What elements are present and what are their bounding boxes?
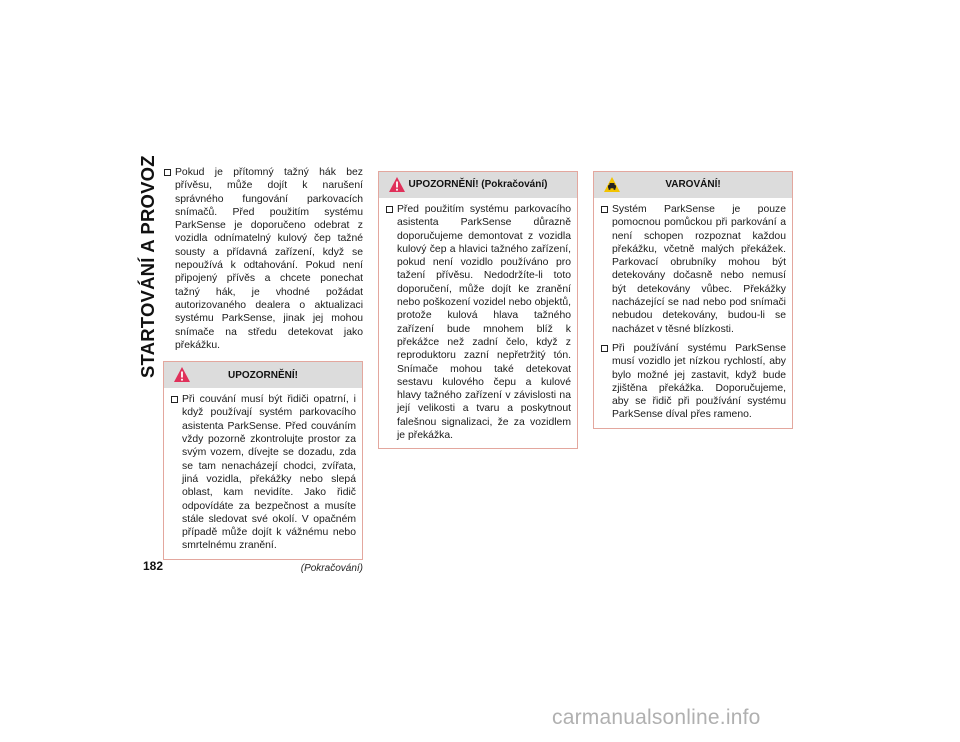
warning-title: UPOZORNĚNÍ! bbox=[228, 369, 298, 381]
list-item-text: Systém ParkSense je pouze pomocnou pomůckou při parkování a není schopen rozpoznat každou překážku, včetně malých překážek. Parkovací obrubníky mohou být detekovány dočasně nebo nemusí být detekovány vůbec. Překážky nacházející se nad nebo pod snímači nebudou detekovány, budou-li se nacházet v těsné blízkosti. bbox=[612, 204, 786, 335]
section-title-text: STARTOVÁNÍ A PROVOZ bbox=[137, 155, 158, 378]
warning-header bbox=[164, 362, 362, 388]
caution-title: VAROVÁNÍ! bbox=[665, 179, 721, 191]
warning-triangle-icon bbox=[173, 366, 191, 383]
column-2 bbox=[378, 171, 578, 449]
list-item-text: Pokud je přítomný tažný hák bez přívěsu, může dojít k narušení správného fungování parkovacích snímačů. Před použitím systému ParkSense je doporučeno odebrat z vozidla odnímatelný kulový čep tažné sousty a přídavná zařízení, když se nepoužívá k odtahování. Pokud není připojený přívěs a chcete ponechat tažný hák, je vhodné požádat autorizovaného dealera o aktualizaci systému ParkSense, jinak jej mohou snímače na středu detekovat jako překážku. bbox=[175, 167, 363, 351]
caution-header bbox=[594, 172, 792, 198]
warning-title: UPOZORNĚNÍ! (Pokračování) bbox=[408, 179, 548, 191]
warning-triangle-icon bbox=[388, 176, 406, 193]
watermark: carmanualsonline.info bbox=[552, 706, 761, 729]
page-number: 182 bbox=[143, 559, 164, 573]
caution-panel bbox=[593, 171, 793, 429]
continued-label: (Pokračování) bbox=[300, 562, 363, 574]
checkbox-bullet-icon bbox=[171, 396, 178, 403]
caution-body bbox=[594, 198, 792, 428]
list-item bbox=[385, 203, 571, 442]
checkbox-bullet-icon bbox=[386, 206, 393, 213]
column-1 bbox=[163, 166, 363, 575]
caution-car-icon bbox=[603, 176, 621, 193]
warning-header bbox=[379, 172, 577, 198]
column-3 bbox=[593, 171, 793, 429]
list-item bbox=[170, 393, 356, 553]
warning-panel-continued bbox=[378, 171, 578, 449]
checkbox-bullet-icon bbox=[601, 345, 608, 352]
list-item-text: Při couvání musí být řidiči opatrní, i když používají systém parkovacího asistenta ParkSense. Před couváním vždy pozorně zkontrolujte prostor za svým vozem, dívejte se dozadu, zda se tam nenacházejí chodci, zvířata, jiná vozidla, překážky nebo slepá oblast, kam nevidíte. Jako řidič odpovídáte za bezpečnost a musíte stále sledovat své okolí. V opačném případě může dojít k vážnému nebo smrtelnému zranění. bbox=[182, 394, 356, 552]
list-item bbox=[163, 166, 363, 352]
checkbox-bullet-icon bbox=[601, 206, 608, 213]
checkbox-bullet-icon bbox=[164, 169, 171, 176]
list-item-text: Před použitím systému parkovacího asistenta ParkSense důrazně doporučujeme demontovat z vozidla kulový čep a hlavici tažného zařízení, pokud není vozidlo používáno pro tažení přívěsu. Nedodržíte-li toto doporučení, může dojít ke zranění nebo poškození vozidel nebo objektů, protože kulová hlava tažného zařízení bude mnohem blíž k překážce než zadní čelo, když z reproduktoru zazní nepřetržitý tón. Snímače mohou také detekovat sestavu kulového čepu a kulové hlavy tažného zařízení v závislosti na její velikosti a tvaru a poskytnout falešnou signalizaci, že za vozidlem je překážka. bbox=[397, 204, 571, 442]
list-item bbox=[600, 342, 786, 422]
warning-panel bbox=[163, 361, 363, 560]
warning-body bbox=[379, 198, 577, 448]
warning-body bbox=[164, 388, 362, 559]
list-item-text: Při používání systému ParkSense musí vozidlo jet nízkou rychlostí, aby bylo možné jej zastavit, když bude zjištěna překážka. Doporučujeme, aby se řidič při používání systému ParkSense díval přes rameno. bbox=[612, 342, 786, 421]
list-item bbox=[600, 203, 786, 336]
